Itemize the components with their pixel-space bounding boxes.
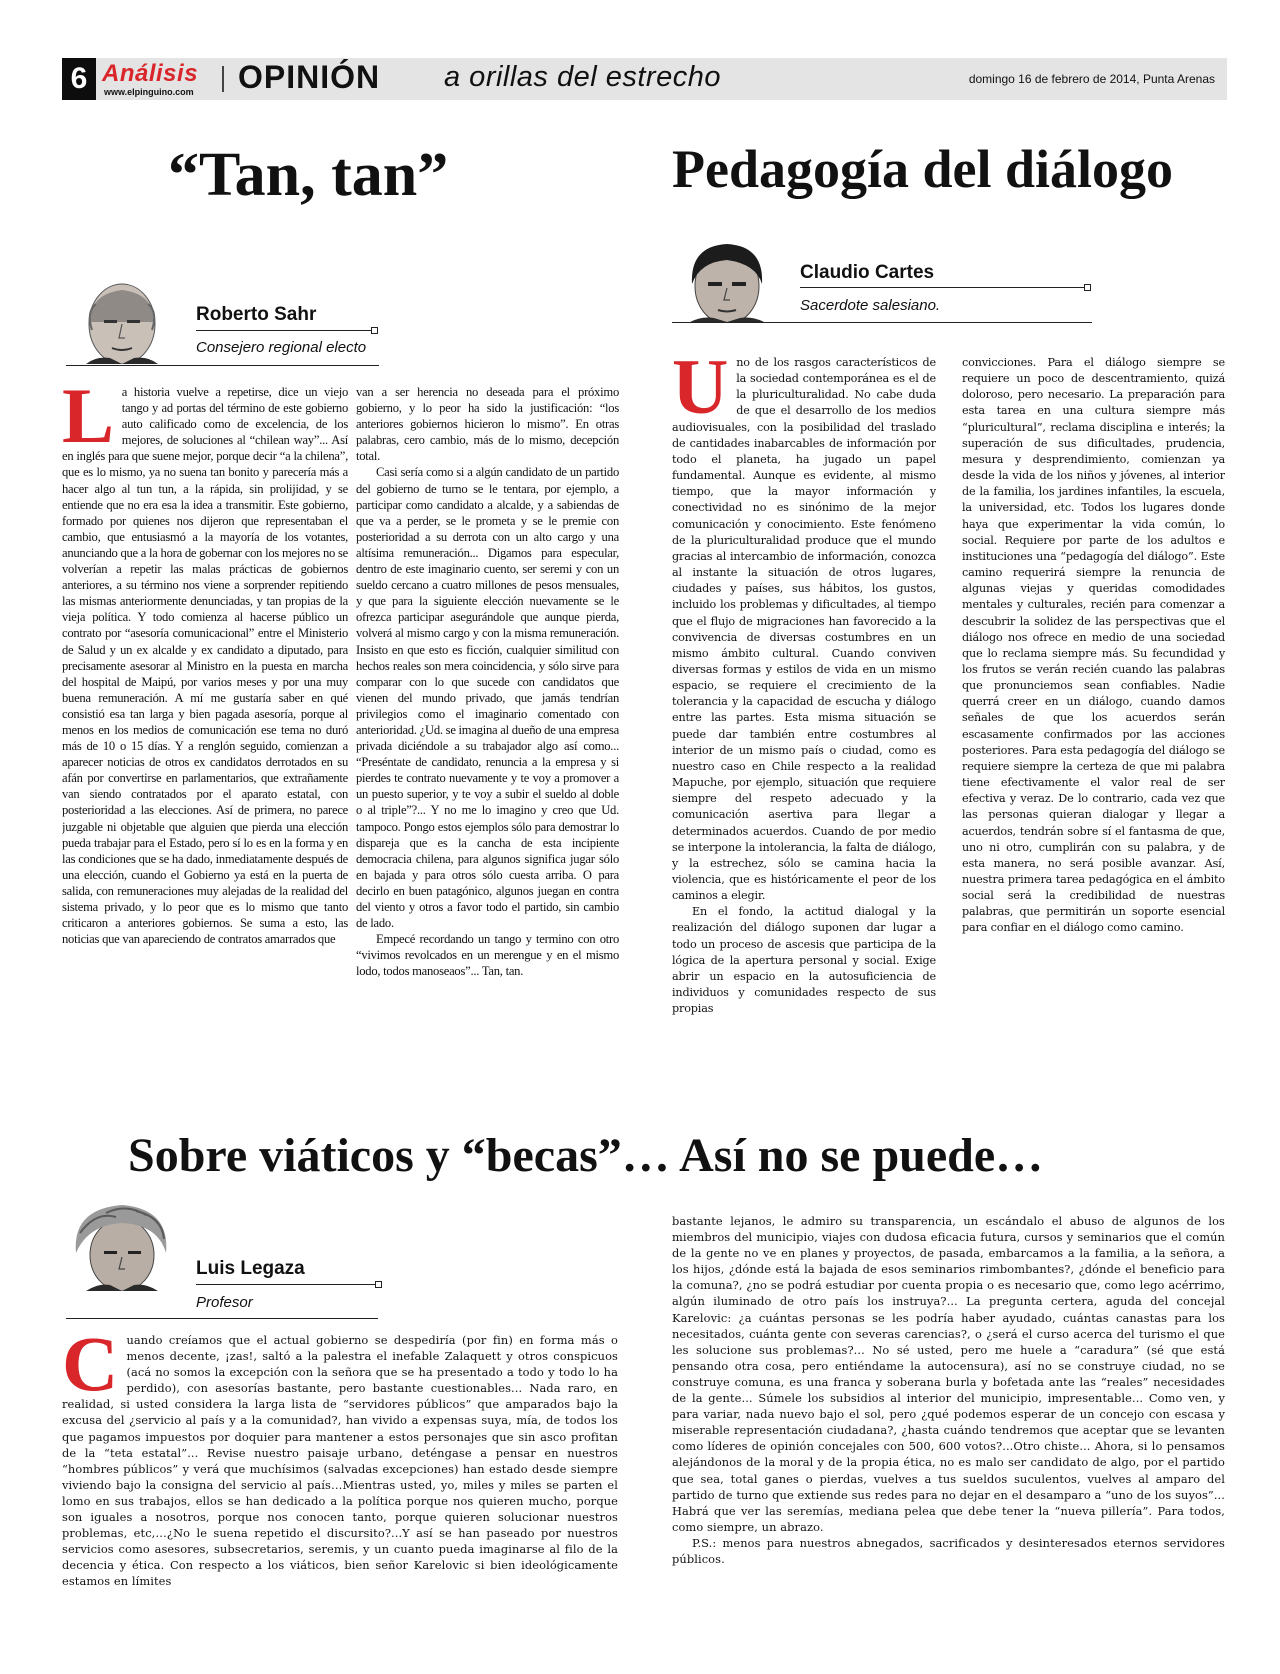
author-name: Roberto Sahr [196, 304, 317, 325]
article-3-headline: Sobre viáticos y “becas”… Así no se puede… [128, 1129, 1044, 1182]
author-name: Luis Legaza [196, 1258, 305, 1279]
byline-rule [800, 287, 1085, 288]
author-portrait-claudio-cartes [672, 240, 782, 322]
byline-rule [196, 1284, 376, 1285]
article-3-column-2 [672, 1213, 1225, 1663]
byline-rule [196, 330, 372, 331]
section-title: OPINIÓN [238, 59, 381, 95]
byline-rule-end [375, 1281, 382, 1288]
paragraph: bastante lejanos, le admiro su transparencia, un escándalo el abuso de algunos de los miembros del municipio, viajes con dudosa eficacia futura, cursos y seminarios que el común de la gente no ve en planes y proyectos, de pasada, embarcamos a la familia, a la señora, a los hijos, ¿dónde está la bajada de esos seminarios rimbombantes?, ¿dónde el beneficio para la comuna?, ¿no se podrá estudiar por cuenta propia o es necesario que, como lego acérrimo, algún iluminado de otro país los instruya?... La pregunta certera, aguda del concejal Karelovic: ¿a cuántas personas se les podría haber ayudado, cuántas canastas para los necesitados, cuánta gente con severas carencias?, o ¿será el curso acerca del turismo el que les solucione sus problemas?... No sé usted, pero me huele a “caradura” (sé que está pensando otra cosa, pero entiéndame la autocensura), así no se construye ciudad, no se construye comuna, es una franca y soberana burla y bofetada ante las “reales” necesidades de la gente... Súmele los subsidios al interior del municipio, impresentable... Como ven, y para variar, nada nuevo bajo el sol, pero ¿qué podemos esperar de un concejo con escasa y miserable representación ciudadana?, ¿hasta cuándo tendremos que aceptar que se levanten como líderes de opinión concejales con 500, 600 votos?...Otro chiste... Ahora, si lo pensamos alejándonos de la moral y de la propia ética, no es malo ser candidato de algo, por el partido que sea, total ganes o pierdas, vuelves a tus sueldos suculentos, vuelves al amparo del partido de turno que extiende sus redes para no dejar en el desamparo a “uno de los suyos”... Habrá que ver las seremías, mediana pelea que debe tener la “nueva pillería”. Para todos, como siempre, un abrazo. [672, 1214, 1225, 1534]
byline-underline [66, 1318, 378, 1319]
dropcap-l: L [62, 384, 114, 459]
paragraph: uando creíamos que el actual gobierno se despediría (por fin) en forma más o menos decente, ¡zas!, saltó a la palestra el inefable Zalaquett y otros conspicuos (acá no somos la excepción con la señora que se ha presentado a todo y todo lo ha perdido), con asesorías bastante, pero bastante cuestionables... Nada raro, en realidad, si usted considera la larga lista de “servidores públicos” que amparados bajo la excusa del ¿servicio al país y a la comunidad?, han vivido a expensas suya, mía, de todos los que pagamos impuestos por doquier para mantener a estos personajes que sin asco profitan de la “teta estatal”... Revise nuestro paisaje urbano, deténgase a pensar en nuestros “hombres públicos” y verá que muchísimos (salvadas excepciones) han estado desde siempre viviendo bajo la consigna del servicio al país…Mientras usted, yo, miles y miles se parten el lomo en sus trabajos, ellos se han dedicado a la política porque nos quieren mucho, porque son iguales a nosotros, porque nos conocen tanto, porque quieren solucionar nuestros problemas, etc,…¿No le suena repetido el discursito?...Y así se han paseado por nuestros servicios como asesores, subsecretarios, seremis, y un cuanto pueda imaginarse al filo de la decencia y ética. Con respecto a los viáticos, bien señor Karelovic si bien ideológicamente estamos en límites [62, 1333, 618, 1589]
article-2-column-1 [672, 355, 936, 1100]
site-url: www.elpinguino.com [104, 87, 194, 97]
dropcap-c: C [62, 1332, 119, 1407]
author-role: Profesor [196, 1294, 253, 1311]
article-1-column-2 [356, 384, 619, 1104]
byline-underline [66, 365, 379, 366]
paragraph: van a ser herencia no deseada para el próximo gobierno, y lo peor ha sido la justificación: “los anteriores gobiernos hicieron lo mismo”. En otras palabras, cero cambio, más de lo mismo, decepción total. [356, 385, 619, 464]
newspaper-logo: Análisis [102, 60, 199, 87]
page-header [62, 58, 1227, 100]
paragraph: convicciones. Para el diálogo siempre se requiere un poco de descentramiento, quizá doloroso, pero necesario. La preparación para esta tarea en una cultura siempre más “pluricultural”, reclama disciplina e interés; la superación de sus dificultades, prudencia, mesura y desprendimiento, comienzan ya desde la vida de los niños y jóvenes, al interior de la familia, los jardines infantiles, la escuela, la universidad, etc. Todos los lugares donde haya que experimentar la vida común, lo social. Requiere por parte de los adultos e instituciones una “pedagogía del diálogo”. Este camino requerirá siempre la renuncia de algunas viejas y queridas comodidades mentales y culturales, recién para comenzar a descubrir la solidez de las perspectivas que el diálogo nos ofrece en medio de una sociedad que lo reclama siempre más. Su fecundidad y los frutos se verán recién cuando las palabras que pronunciemos sean confiables. Nadie querrá creer en un diálogo, cuando damos señales de que los acuerdos serán escasamente confirmados por las acciones posteriores. Para esta pedagogía del diálogo se requiere siempre la certeza de que mi palabra tiene efectivamente el valor real de ser efectiva y veraz. De lo contrario, cada vez que las personas quieran dialogar y llegar a acuerdos, tendrán sobre sí el fantasma de que, uno ni otro, cumplirán con su palabra, y de esta manera, no será posible avanzar. Así, nuestra primera tarea pedagógica en el ámbito social será la credibilidad de nuestras palabras, que permitirán un soporte esencial para confiar en el diálogo como camino. [962, 356, 1225, 935]
paragraph: no de los rasgos característicos de la sociedad contemporánea es el de la pluriculturalidad. No cabe duda de que el desarrollo de los medios audiovisuales, con la posibilidad del traslado de cantidades inabarcables de información por todo el planeta, ha jugado un papel fundamental. Aunque es evidente, al mismo tiempo, que la mayor información y conectividad no es sinónimo de la mejor comunicación y conocimiento. Este fenómeno de la pluriculturalidad produce que el mundo gracias al intercambio de información, conozca al instante la situación de otros lugares, ciudades y países, sus hábitos, los gustos, incluido los problemas y dificultades, al tiempo que el flujo de migraciones han favorecido a la convivencia de diversas costumbres en un mismo ámbito cultural. Cuando conviven diversas formas y estilos de vida en un mismo espacio, se requiere el crecimiento de la tolerancia y la capacidad de escucha y diálogo entre las partes. Esta misma situación se puede dar también entre costumbres al interior de un mismo país o ciudad, como es nuestro caso en Chile respecto a la realidad Mapuche, por ejemplo, situación que requiere siempre del respeto adecuado y la comunicación asertiva para llegar a determinados acuerdos. Cuando de por medio se interpone la intolerancia, la falta de diálogo, y la estrechez, sólo se camina hacia la violencia, que es históricamente el peor de los caminos a elegir. [672, 356, 936, 903]
page-number: 6 [62, 58, 96, 100]
section-subtitle: a orillas del estrecho [444, 61, 721, 93]
author-name: Claudio Cartes [800, 262, 935, 283]
article-2-column-2 [962, 355, 1225, 1100]
author-portrait-roberto-sahr [66, 282, 174, 364]
paragraph: Casi sería como si a algún candidato de un partido del gobierno de turno se le tentara, por ejemplo, a participar como candidato a alcalde, y a sabiendas de que va a perder, se le prometa y se le premie con posterioridad a su derrota con un alto cargo y una altísima remuneración... Digamos para especular, dentro de este imaginario cuento, ser seremi y con un sueldo cercano a cuatro millones de pesos mensuales, y que para la siguiente elección nuevamente se le ofrezca participar asegurándole que aunque pierda, volverá al mismo cargo y con la misma remuneración. Insisto en que esto es ficción, cualquier similitud con hechos reales son mera coincidencia, y sólo sirve para comparar con lo que sucede con candidatos que vienen del mundo privado, que jamás tendrían privilegios como el imaginario comentado con anterioridad. ¿Ud. se imagina al dueño de una empresa privada diciéndole a su trabajador algo así como... “Preséntate de candidato, renuncia a la empresa y si pierdes te contrato nuevamente y te voy a promover a un puesto superior, y te voy a subir el sueldo al doble o al triple”?... Y no me lo imagino y creo que Ud. tampoco. Pongo estos ejemplos sólo para demostrar lo dispareja que es la cancha de esta incipiente democracia chilena, para algunos significa jugar sólo en bajada y para otros sólo cuesta arriba. O para decirlo en buen patagónico, algunos juegan en contra del viento y otros a favor todo el partido, sin cambio de lado. [356, 465, 619, 931]
paragraph: Empecé recordando un tango y termino con otro “vivimos revolcados en un merengue y en el mismo lodo, todos manoseaos”... Tan, tan. [356, 932, 619, 979]
author-role: Sacerdote salesiano. [800, 297, 941, 314]
article-1-headline: “Tan, tan” [168, 141, 449, 209]
article-2-headline: Pedagogía del diálogo [672, 139, 1174, 199]
article-3-column-1 [62, 1332, 618, 1662]
byline-rule-end [1084, 284, 1091, 291]
byline-rule-end [371, 327, 378, 334]
paragraph: En el fondo, la actitud dialogal y la realización del diálogo suponen dar lugar a todo un proceso de ascesis que participa de la lógica de la apertura personal y social. Exige abrir un espacio en la autosuficiencia de individuos y comunidades respecto de sus propias [672, 905, 936, 1016]
author-role: Consejero regional electo [196, 339, 367, 356]
byline-underline [672, 322, 1092, 323]
header-divider [222, 66, 224, 92]
issue-date: domingo 16 de febrero de 2014, Punta Arenas [968, 72, 1215, 86]
paragraph: a historia vuelve a repetirse, dice un viejo tango y ad portas del término de este gobierno auto calificado como de excelencia, de los mejores, de soluciones al “chilean way”... Así en inglés para que suene mejor, porque decir “a la chilena”, que es lo mismo, ya no suena tan bonito y parecería más a hacer algo al tun tun, a la rápida, sin prolijidad, y se entiende que no era esa la idea a transmitir. Este gobierno, formado por quienes nos dijeron que representaban el cambio, que entusiasmó a la mayoría de los votantes, anunciando que a la hora de gobernar con los mejores no se volverían a repetir las malas prácticas de gobiernos anteriores, a su término nos viene a sorprender repitiendo las mismas anteriormente denunciadas, y tan propias de la vieja política. Y todo comienza al hacerse público un contrato por “asesoría comunicacional” entre el Ministerio de Salud y un ex alcalde y ex candidato a diputado, para precisamente asesorar al Ministro en la puesta en marcha del hospital de Maipú, por varios meses y por una muy buena remuneración. A mí me gustaría saber en qué consistió esa tan larga y bien pagada asesoría, porque al menos en los medios de comunicación ese tema no duró más de 10 o 15 días. Y a renglón seguido, comienzan a aparecer noticias de otros ex candidatos derrotados en su afán por convertirse en parlamentarios, que extrañamente van siendo contratados por el aparato estatal, con posterioridad a las elecciones. Así de primera, no parece juzgable ni objetable que alguien que pierda una elección pueda trabajar para el Estado, pero sí lo es en la forma y en las condiciones que se ha dado, inmediatamente después de una elección, cuando el Gobierno ya está en la puerta de salida, con remuneraciones muy alejadas de la realidad del sistema privado, y lo peor que es lo mismo que tanto criticaron a anteriores gobiernos. Se suma a esto, las noticias que van apareciendo de contratos amarrados que [62, 385, 348, 947]
paragraph: P.S.: menos para nuestros abnegados, sacrificados y desinteresados eternos servidores públicos. [672, 1535, 1225, 1566]
dropcap-u: U [672, 355, 729, 430]
article-1-column-1 [62, 384, 348, 1104]
author-portrait-luis-legaza [66, 1203, 176, 1291]
